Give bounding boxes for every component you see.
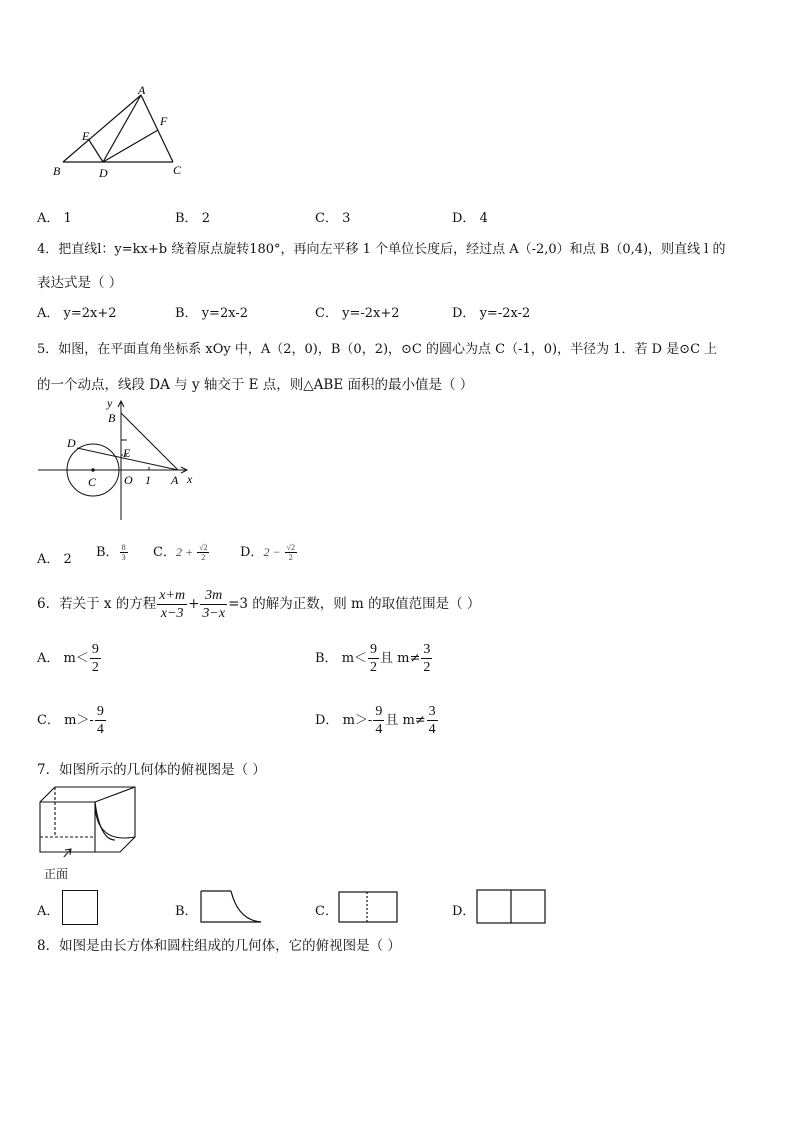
numerator: 3: [423, 642, 431, 657]
option-letter: B．: [175, 904, 198, 919]
q5-option-a[interactable]: [37, 548, 72, 567]
q5-option-d[interactable]: [240, 541, 298, 562]
q4-option-d[interactable]: [452, 302, 530, 321]
numerator: 9: [370, 642, 378, 657]
fraction: [285, 543, 297, 562]
q7-option-d-figure[interactable]: [476, 889, 547, 925]
coordinate-figure: [35, 395, 200, 523]
numerator: 9: [96, 704, 104, 719]
q7-option-d[interactable]: [452, 900, 475, 919]
q5-stem-line1: 5．如图，在平面直角坐标系 xOy 中，A（2，0)，B（0，2)，⊙C 的圆心为点 C（-1，0)，半径为 1．若 D 是⊙C 上: [37, 342, 718, 357]
denominator: 3: [121, 553, 126, 562]
label-1: 1: [145, 473, 151, 487]
front-label: 正面: [44, 867, 69, 881]
option-letter: D．: [240, 545, 264, 560]
numerator: 9: [375, 704, 383, 719]
option-letter: B．: [175, 211, 198, 226]
q3-option-b[interactable]: [175, 207, 210, 226]
fraction: [368, 641, 379, 676]
q6-option-b[interactable]: [315, 641, 433, 676]
option-prefix: 2 −: [263, 545, 284, 559]
label-y: y: [107, 396, 113, 410]
q3-option-c[interactable]: [315, 207, 350, 226]
q3-option-a[interactable]: [37, 207, 72, 226]
q6-option-a[interactable]: [37, 641, 102, 676]
q6-stem: [37, 587, 480, 622]
q4-option-b[interactable]: [175, 302, 248, 321]
q4-stem-line1: 4．把直线l：y=kx+b 绕着原点旋转180°，再向左平移 1 个单位长度后，经过点 A（-2,0）和点 B（0,4)，则直线 l 的: [37, 242, 726, 257]
stem-prefix: 6．若关于 x 的方程: [37, 596, 157, 612]
q4-stem-line2: 表达式是（ ）: [37, 275, 123, 291]
label-O: O: [124, 473, 133, 487]
label-x: x: [187, 472, 193, 486]
option-text: y=2x+2: [63, 306, 117, 321]
denominator: x−3: [160, 606, 184, 621]
option-text: y=-2x+2: [342, 306, 400, 321]
label-E: E: [82, 129, 90, 143]
q5-stem-line2: 的一个动点，线段 DA 与 y 轴交于 E 点，则△ABE 面积的最小值是（ ）: [37, 377, 474, 393]
option-letter: C．: [315, 211, 338, 226]
plus-sign: +: [188, 596, 200, 612]
q7-option-c[interactable]: [315, 900, 338, 919]
fraction: [197, 543, 209, 562]
q6-option-d[interactable]: [315, 703, 439, 738]
option-prefix: 2 +: [175, 545, 197, 559]
q8-stem: 8．如图是由长方体和圆柱组成的几何体，它的俯视图是（ ）: [37, 938, 401, 954]
label-F: F: [160, 114, 168, 128]
label-A: A: [138, 83, 146, 97]
q7-option-a[interactable]: [37, 900, 59, 919]
q4-option-c[interactable]: [315, 302, 400, 321]
option-letter: A．: [37, 904, 60, 919]
fraction-2: [427, 703, 438, 738]
label-A: A: [171, 473, 179, 487]
denominator: 4: [375, 722, 383, 737]
option-letter: B．: [96, 545, 119, 560]
label-B: B: [108, 411, 116, 425]
option-letter: A．: [37, 211, 60, 226]
option-text: 1: [63, 211, 72, 226]
option-mid: 且 m≠: [385, 713, 426, 728]
option-letter: A．: [37, 552, 60, 567]
fraction-1: [157, 587, 187, 622]
denominator: 2: [201, 553, 206, 562]
option-text: 2: [63, 552, 72, 567]
numerator: x+m: [159, 588, 186, 603]
option-text: y=2x-2: [201, 306, 248, 321]
label-C: C: [173, 163, 182, 177]
numerator: 8: [121, 543, 126, 552]
option-pre: m＜: [341, 651, 368, 666]
option-pre: m＞-: [342, 713, 373, 728]
fraction: [95, 703, 106, 738]
fraction-2: [200, 587, 227, 622]
q4-option-a[interactable]: [37, 302, 117, 321]
option-letter: A．: [37, 306, 60, 321]
label-D: D: [67, 436, 76, 450]
triangle-figure: [45, 80, 195, 185]
numerator: √2: [286, 543, 295, 552]
option-letter: D．: [452, 904, 476, 919]
option-letter: C．: [315, 904, 338, 919]
option-text: y=-2x-2: [479, 306, 531, 321]
option-pre: m＜: [63, 651, 89, 666]
fraction-2: [421, 641, 432, 676]
q6-option-c[interactable]: [37, 703, 107, 738]
option-letter: C．: [37, 713, 60, 728]
q7-option-b-figure[interactable]: [198, 888, 264, 924]
solid-figure: [35, 782, 145, 857]
option-letter: D．: [452, 211, 476, 226]
numerator: 9: [91, 642, 99, 657]
label-C: C: [88, 475, 97, 489]
option-letter: D．: [315, 713, 339, 728]
option-text: 4: [479, 211, 488, 226]
denominator: 4: [428, 722, 436, 737]
q5-option-b[interactable]: [96, 541, 129, 562]
numerator: √2: [199, 543, 208, 552]
fraction: [120, 543, 128, 562]
numerator: 3: [428, 704, 436, 719]
denominator: 2: [91, 660, 99, 675]
denominator: 2: [370, 660, 378, 675]
option-text: 3: [342, 211, 351, 226]
q3-option-d[interactable]: [452, 207, 488, 226]
fraction: [90, 641, 101, 676]
denominator: 4: [96, 722, 104, 737]
numerator: 3m: [200, 587, 227, 605]
denominator: 2: [288, 553, 293, 562]
option-letter: B．: [315, 651, 338, 666]
q7-option-a-figure[interactable]: [62, 890, 98, 925]
option-pre: m＞-: [64, 713, 94, 728]
option-mid: 且 m≠: [380, 651, 421, 666]
stem-suffix: =3 的解为正数，则 m 的取值范围是（ ）: [228, 596, 481, 612]
fraction: [373, 703, 384, 738]
option-letter: C．: [315, 306, 338, 321]
q7-stem: 7．如图所示的几何体的俯视图是（ ）: [37, 762, 266, 778]
denominator: 3−x: [202, 606, 226, 621]
q5-option-c[interactable]: [153, 541, 210, 562]
label-E: E: [123, 446, 131, 460]
option-letter: B．: [175, 306, 198, 321]
option-letter: D．: [452, 306, 476, 321]
q7-option-b[interactable]: [175, 900, 198, 919]
q7-option-c-figure[interactable]: [338, 891, 399, 924]
option-letter: C．: [153, 545, 176, 560]
label-D: D: [99, 166, 108, 180]
label-B: B: [53, 164, 61, 178]
option-text: 2: [201, 211, 210, 226]
denominator: 2: [423, 660, 431, 675]
option-letter: A．: [37, 651, 60, 666]
